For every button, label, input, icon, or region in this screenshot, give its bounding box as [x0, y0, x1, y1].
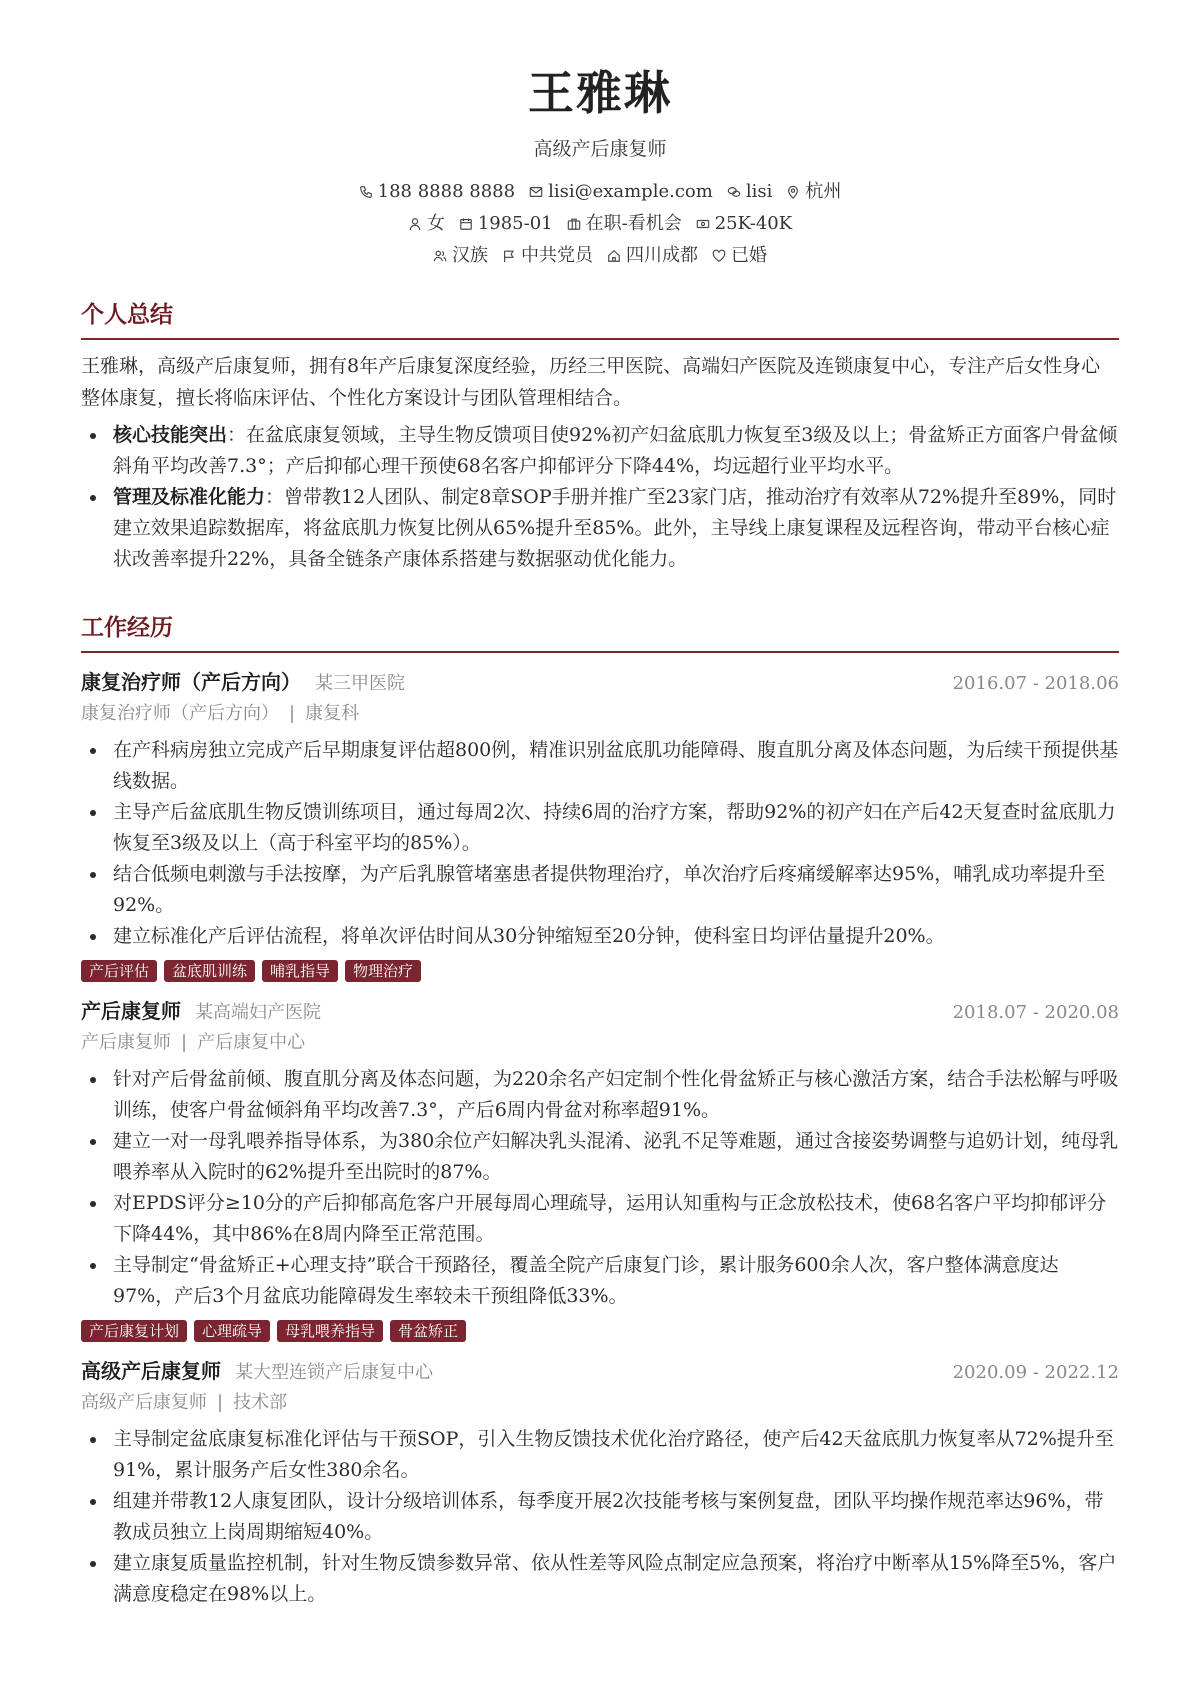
job-header [81, 1356, 1119, 1388]
phone-icon [359, 185, 373, 199]
heart-icon [712, 249, 726, 263]
job-company: 某高端妇产医院 [195, 1002, 321, 1023]
job-title: 高级产后康复师 [533, 138, 667, 160]
job-bullet: 组建并带教12人康复团队，设计分级培训体系，每季度开展2次技能考核与案例复盘，团队平均操作规范率达96%，带教成员独立上岗周期缩短40%。 [81, 1486, 1119, 1548]
skill-tags [81, 960, 1119, 982]
job-header [81, 996, 1119, 1028]
skill-tag: 哺乳指导 [262, 960, 338, 982]
separator: | [181, 1032, 188, 1053]
bullet-lead: 核心技能突出 [113, 424, 228, 446]
summary-intro: 王雅琳，高级产后康复师，拥有8年产后康复深度经验，历经三甲医院、高端妇产医院及连锁康复中心，专注产后女性身心整体康复，擅长将临床评估、个性化方案设计与团队管理相结合。 [81, 355, 1101, 409]
status-info [567, 212, 682, 236]
job-role: 产后康复师 [81, 1032, 171, 1053]
phone-info [359, 180, 515, 204]
job-bullet: 建立一对一母乳喂养指导体系，为380余位产妇解决乳头混淆、泌乳不足等难题，通过含接姿势调整与追奶计划，纯母乳喂养率从入院时的62%提升至出院时的87%。 [81, 1126, 1119, 1188]
job-position: 产后康复师 [81, 999, 181, 1023]
birth-info [459, 212, 553, 236]
job-company: 某大型连锁产后康复中心 [235, 1362, 433, 1383]
email-info [529, 180, 713, 204]
people-icon [433, 249, 447, 263]
job-entry [81, 1356, 1119, 1610]
job-bullet: 对EPDS评分≥10分的产后抑郁高危客户开展每周心理疏导，运用认知重构与正念放松技术，使68名客户平均抑郁评分下降44%，其中86%在8周内降至正常范围。 [81, 1188, 1119, 1250]
job-position: 康复治疗师（产后方向） [81, 670, 301, 694]
skill-tags [81, 1320, 1119, 1342]
city-text: 杭州 [805, 181, 842, 202]
job-header [81, 667, 1119, 699]
job-bullet: 结合低频电刺激与手法按摩，为产后乳腺管堵塞患者提供物理治疗，单次治疗后疼痛缓解率达95%，哺乳成功率提升至92%。 [81, 859, 1119, 921]
job-bullets [81, 1424, 1119, 1610]
job-subline [81, 1388, 1119, 1418]
job-bullet: 建立标准化产后评估流程，将单次评估时间从30分钟缩短至20分钟，使科室日均评估量提升20%。 [81, 921, 1119, 952]
email-text: lisi@example.com [548, 181, 713, 202]
resume-header [81, 0, 1119, 268]
job-position: 高级产后康复师 [81, 1359, 221, 1383]
work-section [81, 613, 1119, 1610]
hometown-info [607, 244, 698, 268]
briefcase-icon [567, 217, 581, 231]
user-icon [408, 217, 422, 231]
job-bullet: 在产科病房独立完成产后早期康复评估超800例，精准识别盆底肌功能障碍、腹直肌分离及体态问题，为后续干预提供基线数据。 [81, 735, 1119, 797]
flag-icon [502, 249, 516, 263]
birth-text: 1985-01 [477, 213, 553, 234]
party-info [502, 244, 593, 268]
job-role: 高级产后康复师 [81, 1392, 207, 1413]
marital-text: 已婚 [731, 245, 767, 266]
job-bullets [81, 1064, 1119, 1312]
wechat-icon [727, 185, 741, 199]
job-dept: 产后康复中心 [197, 1032, 306, 1053]
job-bullets [81, 735, 1119, 952]
job-role: 康复治疗师（产后方向） [81, 703, 279, 724]
job-date: 2016.07 - 2018.06 [952, 673, 1119, 694]
skill-tag: 物理治疗 [345, 960, 421, 982]
home-icon [607, 249, 621, 263]
summary-section [81, 300, 1119, 575]
personal-row [81, 212, 1119, 236]
bullet-text: ：曾带教12人团队、制定8章SOP手册并推广至23家门店，推动治疗有效率从72%提升至89%，同时建立效果追踪数据库，将盆底肌力恢复比例从65%提升至85%。此外，主导线上康复课程及远程咨询，带动平台核心症状改善率提升22%，具备全链条产康体系搭建与数据驱动优化能力。 [113, 486, 1117, 570]
skill-tag: 骨盆矫正 [390, 1320, 466, 1342]
phone-text: 188 8888 8888 [377, 181, 516, 202]
background-row [81, 244, 1119, 268]
skill-tag: 母乳喂养指导 [277, 1320, 383, 1342]
summary-bullet [81, 420, 1119, 482]
calendar-icon [459, 217, 473, 231]
separator: | [289, 703, 296, 724]
job-company: 某三甲医院 [315, 673, 405, 694]
summary-bullet [81, 482, 1119, 575]
ethnicity-text: 汉族 [452, 245, 488, 266]
party-text: 中共党员 [521, 245, 593, 266]
job-bullet: 针对产后骨盆前倾、腹直肌分离及体态问题，为220余名产妇定制个性化骨盆矫正与核心激活方案，结合手法松解与呼吸训练，使客户骨盆倾斜角平均改善7.3°，产后6周内骨盆对称率超91%。 [81, 1064, 1119, 1126]
separator: | [217, 1392, 224, 1413]
job-bullet: 主导制定“骨盆矫正+心理支持”联合干预路径，覆盖全院产后康复门诊，累计服务600余人次，客户整体满意度达97%，产后3个月盆底功能障碍发生率较未干预组降低33%。 [81, 1250, 1119, 1312]
job-bullet: 主导制定盆底康复标准化评估与干预SOP，引入生物反馈技术优化治疗路径，使产后42天盆底肌力恢复率从72%提升至91%，累计服务产后女性380余名。 [81, 1424, 1119, 1486]
salary-info [696, 212, 792, 236]
job-bullet: 建立康复质量监控机制，针对生物反馈参数异常、依从性差等风险点制定应急预案，将治疗中断率从15%降至5%，客户满意度稳定在98%以上。 [81, 1548, 1119, 1610]
bullet-text: ：在盆底康复领域，主导生物反馈项目使92%初产妇盆底肌力恢复至3级及以上；骨盆矫正方面客户骨盆倾斜角平均改善7.3°；产后抑郁心理干预使68名客户抑郁评分下降44%，均远超行业平均水平。 [113, 424, 1118, 477]
job-subline [81, 699, 1119, 729]
ethnicity-info [433, 244, 488, 268]
job-bullet: 主导产后盆底肌生物反馈训练项目，通过每周2次、持续6周的治疗方案，帮助92%的初产妇在产后42天复查时盆底肌力恢复至3级及以上（高于科室平均的85%）。 [81, 797, 1119, 859]
mail-icon [529, 185, 543, 199]
skill-tag: 产后康复计划 [81, 1320, 187, 1342]
city-info [786, 180, 841, 204]
hometown-text: 四川成都 [626, 245, 698, 266]
wechat-text: lisi [745, 181, 773, 202]
job-subline [81, 1028, 1119, 1058]
location-icon [786, 185, 800, 199]
bullet-lead: 管理及标准化能力 [113, 486, 266, 508]
status-text: 在职-看机会 [585, 213, 682, 234]
work-heading: 工作经历 [81, 613, 1119, 653]
job-entry [81, 996, 1119, 1342]
job-date: 2018.07 - 2020.08 [952, 1002, 1119, 1023]
gender-info [408, 212, 445, 236]
money-icon [696, 217, 710, 231]
job-date: 2020.09 - 2022.12 [952, 1362, 1119, 1383]
job-entry [81, 667, 1119, 982]
skill-tag: 产后评估 [81, 960, 157, 982]
candidate-name: 王雅琳 [528, 66, 672, 120]
summary-heading: 个人总结 [81, 300, 1119, 340]
skill-tag: 心理疏导 [194, 1320, 270, 1342]
wechat-info [727, 180, 773, 204]
skill-tag: 盆底肌训练 [164, 960, 255, 982]
gender-text: 女 [426, 213, 445, 234]
salary-text: 25K-40K [714, 213, 793, 234]
job-dept: 技术部 [233, 1392, 288, 1413]
marital-info [712, 244, 767, 268]
summary-bullets [81, 420, 1119, 575]
job-dept: 康复科 [305, 703, 360, 724]
contact-row [81, 180, 1119, 204]
